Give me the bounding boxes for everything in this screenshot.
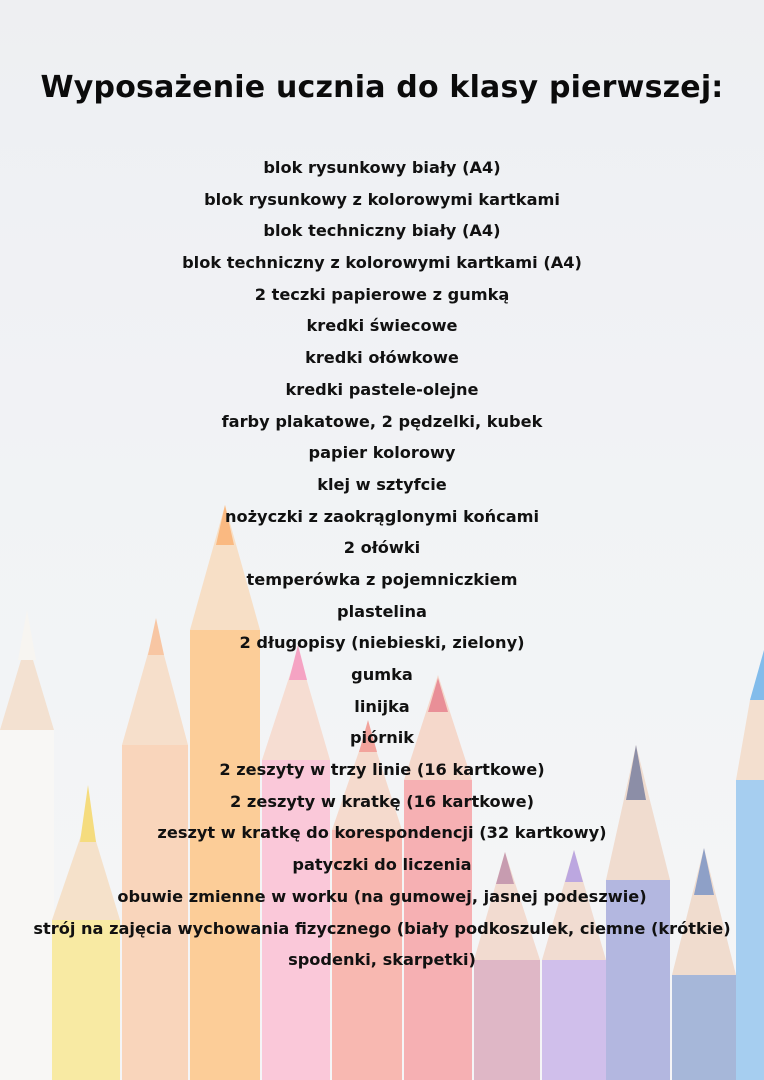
list-item: piórnik bbox=[349, 728, 415, 748]
list-item: blok techniczny z kolorowymi kartkami (A4) bbox=[182, 253, 582, 273]
list-item: klej w sztyfcie bbox=[317, 474, 447, 494]
list-item: 2 zeszyty w trzy linie (16 kartkowe) bbox=[219, 760, 545, 780]
list-item: farby plakatowe, 2 pędzelki, kubek bbox=[221, 411, 543, 431]
list-item: kredki ołówkowe bbox=[305, 348, 459, 368]
list-item: nożyczki z zaokrąglonymi końcami bbox=[224, 506, 540, 526]
list-item: kredki świecowe bbox=[306, 316, 458, 336]
list-item: linijka bbox=[354, 696, 410, 716]
list-item: blok techniczny biały (A4) bbox=[263, 221, 501, 241]
list-item: 2 zeszyty w kratkę (16 kartkowe) bbox=[230, 791, 534, 811]
list-item: plastelina bbox=[337, 601, 427, 621]
supply-list bbox=[0, 152, 764, 976]
list-item: 2 teczki papierowe z gumką bbox=[254, 284, 510, 304]
list-item: obuwie zmienne w worku (na gumowej, jasnej podeszwie) bbox=[117, 886, 647, 906]
list-item: patyczki do liczenia bbox=[292, 855, 472, 875]
page-title: Wyposażenie ucznia do klasy pierwszej: bbox=[40, 70, 724, 105]
list-item: 2 ołówki bbox=[343, 538, 421, 558]
list-item: blok rysunkowy biały (A4) bbox=[263, 158, 501, 177]
list-item: kredki pastele-olejne bbox=[285, 379, 479, 399]
list-item: temperówka z pojemniczkiem bbox=[246, 569, 518, 589]
list-item: zeszyt w kratkę do korespondencji (32 kartkowy) bbox=[157, 823, 607, 843]
list-item: papier kolorowy bbox=[308, 443, 456, 463]
list-item: blok rysunkowy z kolorowymi kartkami bbox=[204, 189, 560, 209]
list-item: strój na zajęcia wychowania fizycznego (biały podkoszulek, ciemne (krótkie) bbox=[33, 918, 731, 938]
list-item: spodenki, skarpetki) bbox=[288, 950, 476, 970]
list-item: gumka bbox=[351, 665, 413, 684]
list-item: 2 długopisy (niebieski, zielony) bbox=[239, 633, 525, 653]
